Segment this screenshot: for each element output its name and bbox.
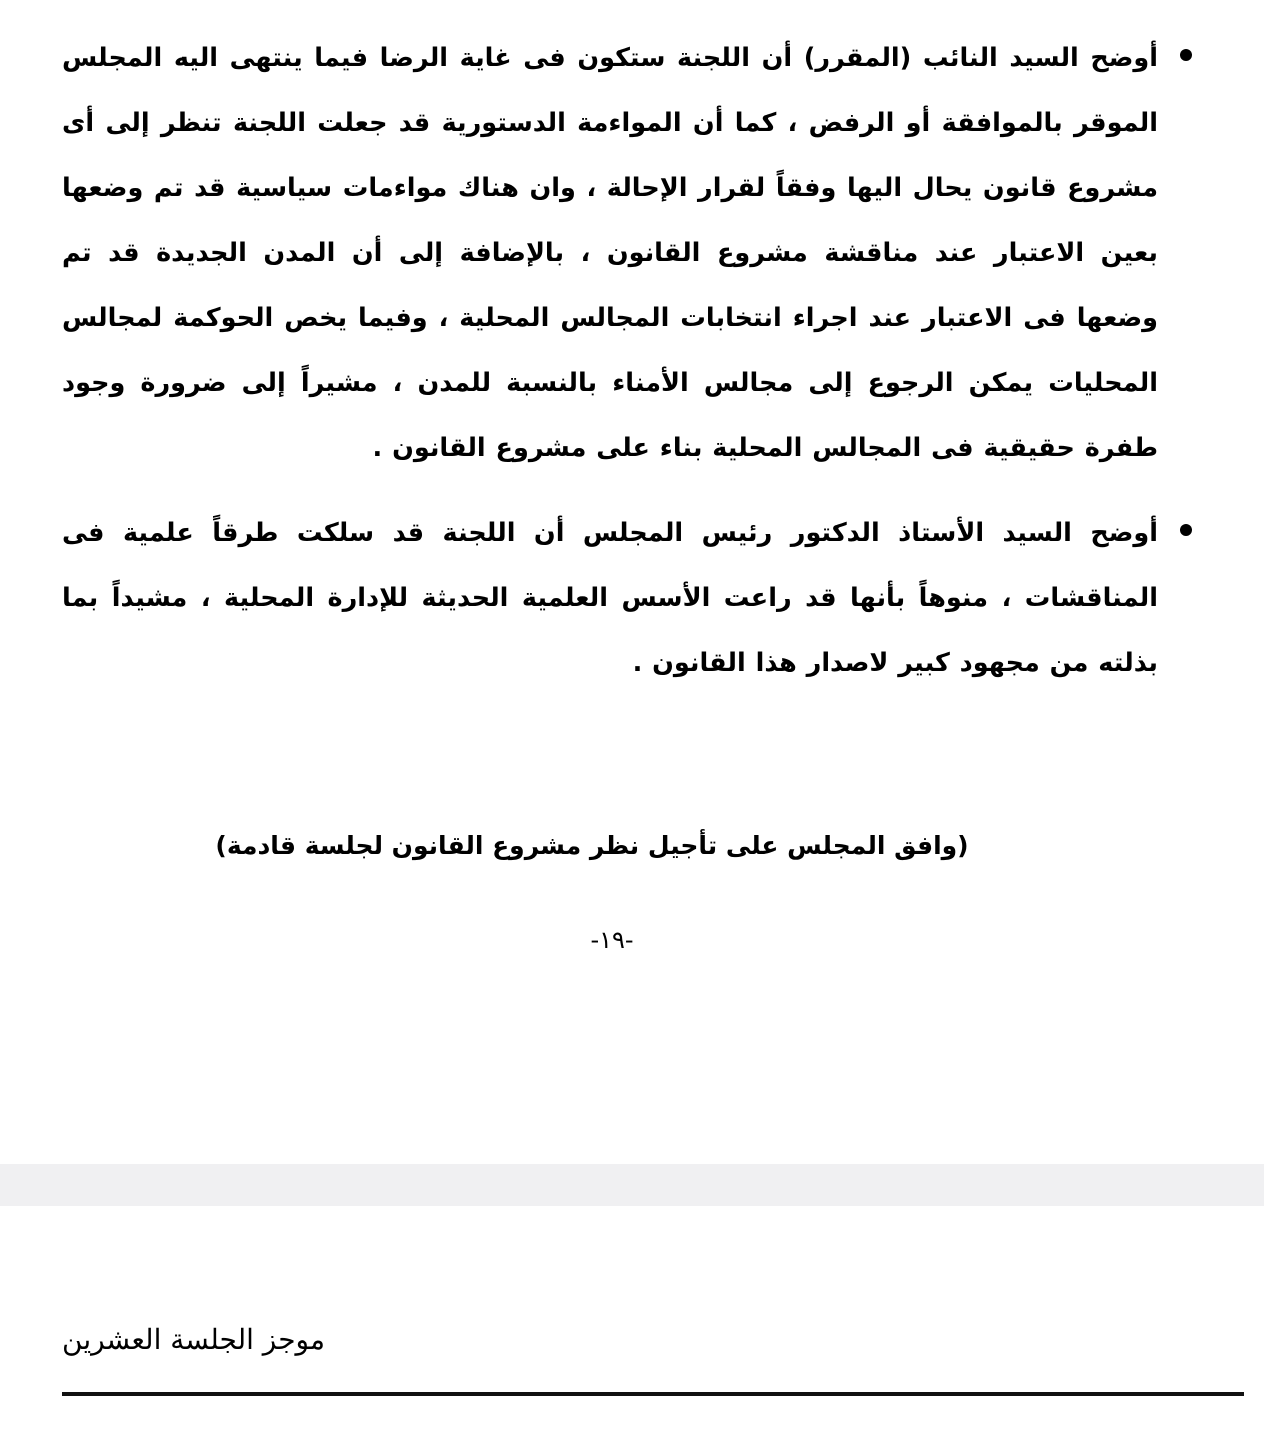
running-header: موجز الجلسة العشرين [62, 1323, 326, 1356]
bullet-item [62, 26, 1206, 481]
page-number: -١٩- [590, 926, 634, 954]
bullet-text: أوضح السيد الأستاذ الدكتور رئيس المجلس أن اللجنة قد سلكت طرقاً علمية فى المناقشات ، منوهاً بأنها قد راعت الأسس العلمية الحديثة للإدارة المحلية ، مشيداً بما بذلته من مجهود كبير لاصدار هذا القانون . [62, 518, 1158, 678]
header-rule [62, 1392, 1244, 1396]
bullet-icon [1180, 524, 1192, 536]
page-separator [0, 1164, 1264, 1206]
bullet-icon [1180, 49, 1192, 61]
bullet-text: أوضح السيد النائب (المقرر) أن اللجنة ستكون فى غاية الرضا فيما ينتهى اليه المجلس الموقر بالموافقة أو الرفض ، كما أن المواءمة الدستورية قد جعلت اللجنة تنظر إلى أى مشروع قانون يحال اليها وفقاً لقرار الإحالة ، وان هناك مواءمات سياسية قد تم وضعها بعين الاعتبار عند مناقشة مشروع القانون ، بالإضافة إلى أن المدن الجديدة قد تم وضعها فى الاعتبار عند اجراء انتخابات المجالس المحلية ، وفيما يخص الحوكمة لمجالس المحليات يمكن الرجوع إلى مجالس الأمناء بالنسبة للمدن ، مشيراً إلى ضرورة وجود طفرة حقيقية فى المجالس المحلية بناء على مشروع القانون . [62, 43, 1158, 463]
bullet-list [62, 26, 1206, 696]
council-decision: (وافق المجلس على تأجيل نظر مشروع القانون لجلسة قادمة) [215, 831, 969, 860]
bullet-item [62, 501, 1206, 696]
